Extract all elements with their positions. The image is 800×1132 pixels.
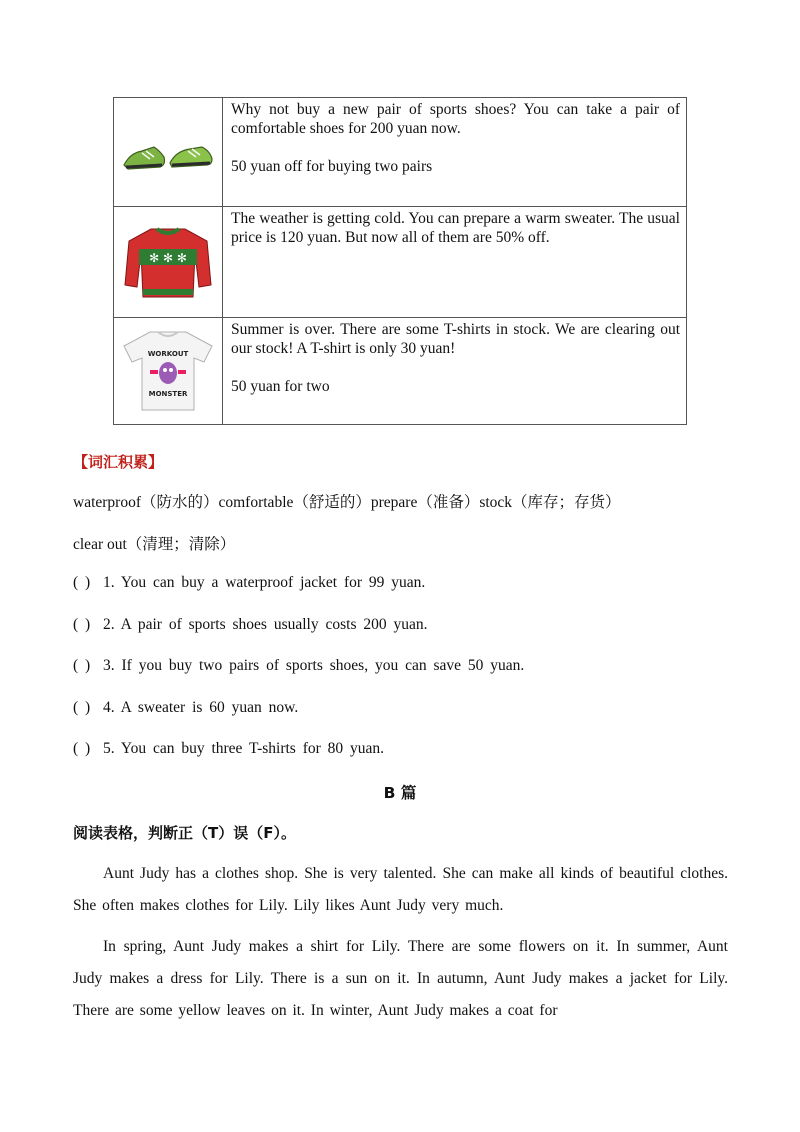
question-text: 4. A sweater is 60 yuan now. <box>103 699 299 716</box>
question-text: 5. You can buy three T-shirts for 80 yuan. <box>103 740 385 757</box>
sweater-image <box>114 207 223 318</box>
shoe-left-icon <box>124 147 165 169</box>
vocabulary-header: 【词汇积累】 <box>73 453 164 471</box>
table-row <box>114 207 687 318</box>
question-item <box>73 699 298 717</box>
answer-blank[interactable]: ( ) <box>73 616 91 633</box>
svg-text:✻ ✻ ✻: ✻ ✻ ✻ <box>149 251 187 265</box>
ad-description: The weather is getting cold. You can prepare a warm sweater. The usual price is 120 yuan. But now all of them are 50% off. <box>231 210 680 246</box>
advertisement-table <box>113 97 687 425</box>
vocabulary-line: waterproof（防水的）comfortable（舒适的）prepare（准备）stock（库存；存货） <box>73 494 621 511</box>
ad-description: Why not buy a new pair of sports shoes? You can take a pair of comfortable shoes for 200 yuan now. <box>231 101 680 137</box>
shirt-print-bottom: MONSTER <box>148 390 188 398</box>
sweater-icon <box>125 229 211 297</box>
answer-blank[interactable]: ( ) <box>73 657 91 674</box>
question-item <box>73 574 425 592</box>
vocabulary-line: clear out（清理；清除） <box>73 536 236 553</box>
question-text: 2. A pair of sports shoes usually costs 200 yuan. <box>103 616 428 633</box>
t-shirt-ad-text <box>223 318 687 425</box>
table-row <box>114 98 687 207</box>
part-b-title: B 篇 <box>383 784 417 802</box>
ad-description: Summer is over. There are some T-shirts in stock. We are clearing out our stock! A T-shirt is only 30 yuan! <box>231 321 680 357</box>
ad-offer: 50 yuan off for buying two pairs <box>231 158 433 175</box>
sports-shoes-ad-text <box>223 98 687 207</box>
question-item <box>73 657 524 675</box>
question-text: 1. You can buy a waterproof jacket for 99 yuan. <box>103 574 426 591</box>
question-item <box>73 616 428 634</box>
answer-blank[interactable]: ( ) <box>73 699 91 716</box>
shoe-right-icon <box>170 147 212 167</box>
sweater-ad-text <box>223 207 687 318</box>
reading-paragraph: Aunt Judy has a clothes shop. She is very talented. She can make all kinds of beautiful clothes. She often makes clothes for Lily. Lily likes Aunt Judy very much. <box>73 865 728 914</box>
answer-blank[interactable]: ( ) <box>73 574 91 591</box>
ad-offer: 50 yuan for two <box>231 378 330 395</box>
reading-paragraph: In spring, Aunt Judy makes a shirt for Lily. There are some flowers on it. In summer, Aunt Judy makes a dress for Lily. There is a sun on it. In autumn, Aunt Judy makes a jacket for Lily. There are some yellow leaves on it. In winter, Aunt Judy makes a coat for <box>73 938 728 1019</box>
question-text: 3. If you buy two pairs of sports shoes, you can save 50 yuan. <box>103 657 525 674</box>
question-item <box>73 740 384 758</box>
t-shirt-image <box>114 318 223 425</box>
answer-blank[interactable]: ( ) <box>73 740 91 757</box>
t-shirt-icon <box>124 332 212 410</box>
part-b-instruction: 阅读表格，判断正（T）误（F）。 <box>73 824 296 842</box>
table-row <box>114 318 687 425</box>
sports-shoes-image <box>114 98 223 207</box>
shirt-print-top: WORKOUT <box>147 350 189 358</box>
